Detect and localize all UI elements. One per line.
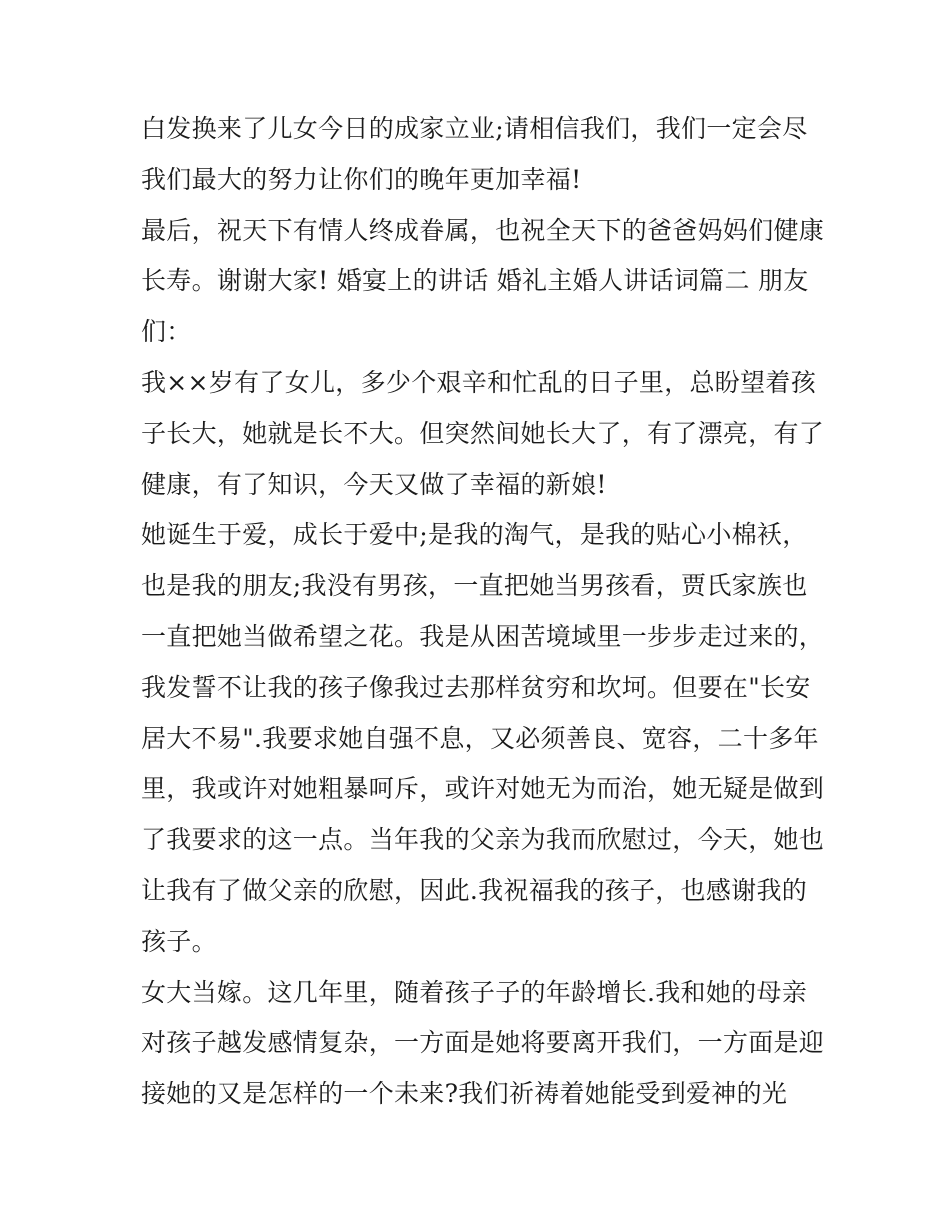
- text-line: 孩子。: [141, 926, 217, 956]
- text-line: 对孩子越发感情复杂，一方面是她将要离开我们，一方面是迎: [141, 1028, 825, 1058]
- text-line: 我发誓不让我的孩子像我过去那样贫穷和坎坷。但要在"长安: [141, 672, 811, 702]
- text-line: 一直把她当做希望之花。我是从困苦境域里一步步走过来的，: [141, 621, 825, 651]
- text-line: 我××岁有了女儿，多少个艰辛和忙乱的日子里，总盼望着孩: [141, 367, 816, 397]
- text-line: 居大不易".我要求她自强不息，又必须善良、宽容，二十多年: [141, 723, 819, 753]
- text-line: 白发换来了儿女今日的成家立业;请相信我们，我们一定会尽: [141, 114, 808, 143]
- text-line: 接她的又是怎样的一个未来?我们祈祷着她能受到爱神的光: [141, 1079, 788, 1109]
- text-line: 子长大，她就是长不大。但突然间她长大了，有了漂亮，有了: [141, 418, 825, 448]
- text-line: 们：: [141, 317, 192, 347]
- text-line: 我们最大的努力让你们的晚年更加幸福!: [141, 164, 582, 194]
- text-line: 女大当嫁。这几年里，随着孩子子的年龄增长.我和她的母亲: [141, 977, 808, 1007]
- text-line: 健康，有了知识，今天又做了幸福的新娘!: [141, 469, 607, 499]
- body-text: [141, 104, 825, 1120]
- text-line: 也是我的朋友;我没有男孩，一直把她当男孩看，贾氏家族也: [141, 571, 808, 601]
- text-line: 让我有了做父亲的欣慰，因此.我祝福我的孩子，也感谢我的: [141, 875, 808, 905]
- text-line: 里，我或许对她粗暴呵斥，或许对她无为而治，她无疑是做到: [141, 774, 825, 804]
- text-line: 最后，祝天下有情人终成眷属，也祝全天下的爸爸妈妈们健康: [141, 215, 825, 245]
- text-line: 长寿。谢谢大家! 婚宴上的讲话 婚礼主婚人讲话词篇二 朋友: [141, 266, 809, 296]
- text-line: 了我要求的这一点。当年我的父亲为我而欣慰过，今天，她也: [141, 825, 825, 855]
- text-line: 她诞生于爱，成长于爱中;是我的淘气，是我的贴心小棉袄，: [141, 520, 808, 550]
